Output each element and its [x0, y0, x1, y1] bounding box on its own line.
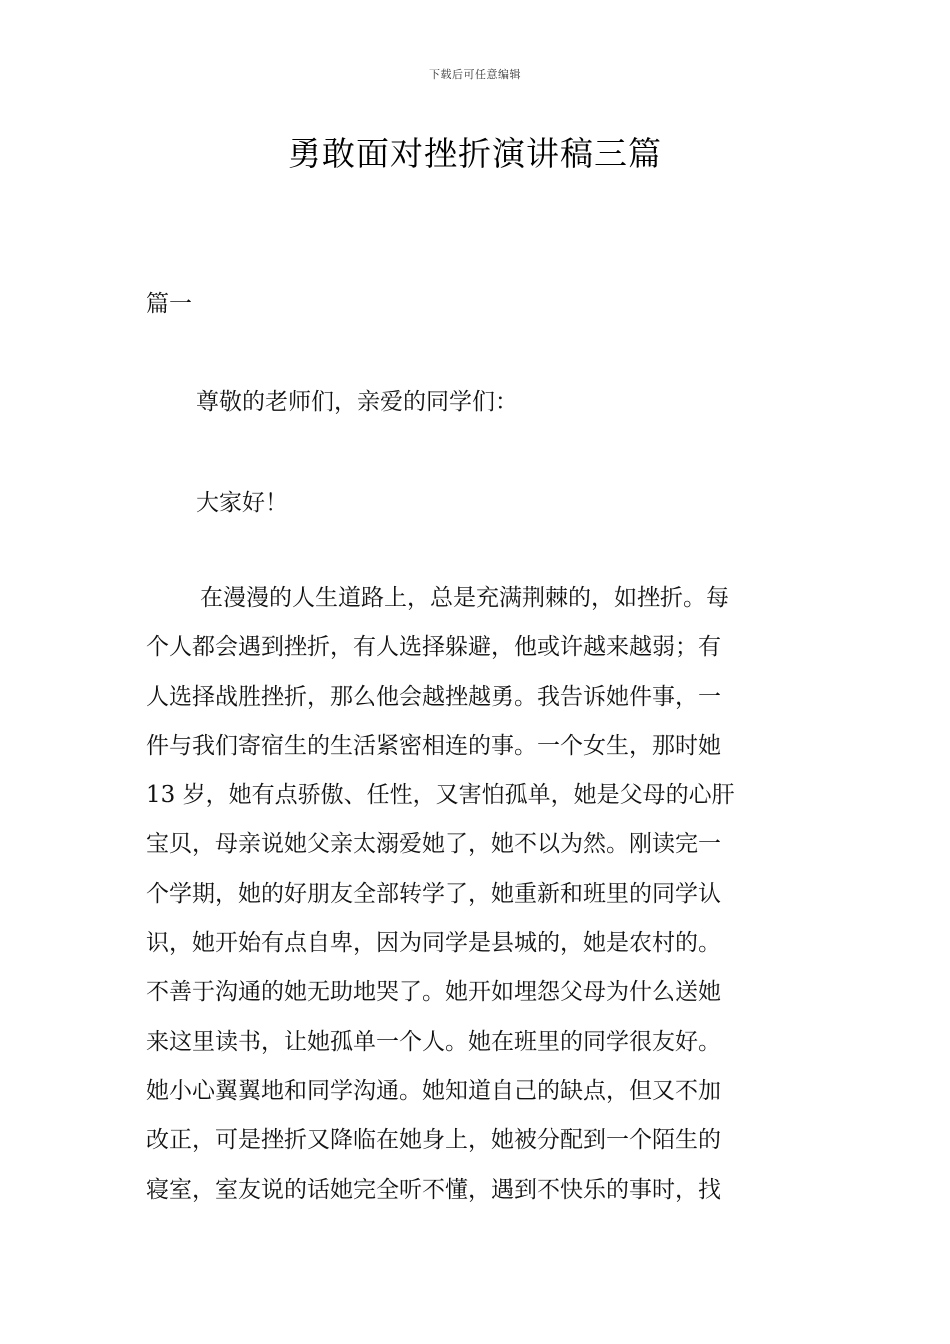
paragraph-line: 13 岁，她有点骄傲、任性，又害怕孤单，她是父母的心肝 — [146, 782, 735, 809]
paragraph-line: 寝室，室友说的话她完全听不懂，遇到不快乐的事时，找 — [146, 1176, 721, 1203]
paragraph-line: 个人都会遇到挫折，有人选择躲避，他或许越来越弱；有 — [146, 634, 721, 661]
paragraph-line: 来这里读书，让她孤单一个人。她在班里的同学很友好。 — [146, 1028, 721, 1055]
paragraph-line: 件与我们寄宿生的生活紧密相连的事。一个女生，那时她 — [146, 732, 721, 759]
body-paragraph — [146, 580, 808, 1221]
paragraph-line: 人选择战胜挫折，那么他会越挫越勇。我告诉她件事，一 — [146, 683, 721, 710]
paragraph-line: 宝贝，母亲说她父亲太溺爱她了，她不以为然。刚读完一 — [146, 831, 721, 858]
paragraph-line: 个学期，她的好朋友全部转学了，她重新和班里的同学认 — [146, 880, 721, 907]
section-label: 篇一 — [146, 291, 192, 317]
document-title: 勇敢面对挫折演讲稿三篇 — [288, 134, 662, 173]
greeting: 大家好！ — [196, 490, 288, 516]
download-note: 下载后可任意编辑 — [429, 68, 521, 81]
paragraph-line: 她小心翼翼地和同学沟通。她知道自己的缺点，但又不加 — [146, 1077, 721, 1104]
paragraph-line: 不善于沟通的她无助地哭了。她开如埋怨父母为什么送她 — [146, 979, 721, 1006]
salutation: 尊敬的老师们，亲爱的同学们： — [196, 389, 518, 415]
paragraph-line: 识，她开始有点自卑，因为同学是县城的，她是农村的。 — [146, 930, 721, 957]
paragraph-line: 在漫漫的人生道路上，总是充满荆棘的，如挫折。每 — [200, 585, 729, 611]
paragraph-line: 改正，可是挫折又降临在她身上，她被分配到一个陌生的 — [146, 1127, 721, 1154]
